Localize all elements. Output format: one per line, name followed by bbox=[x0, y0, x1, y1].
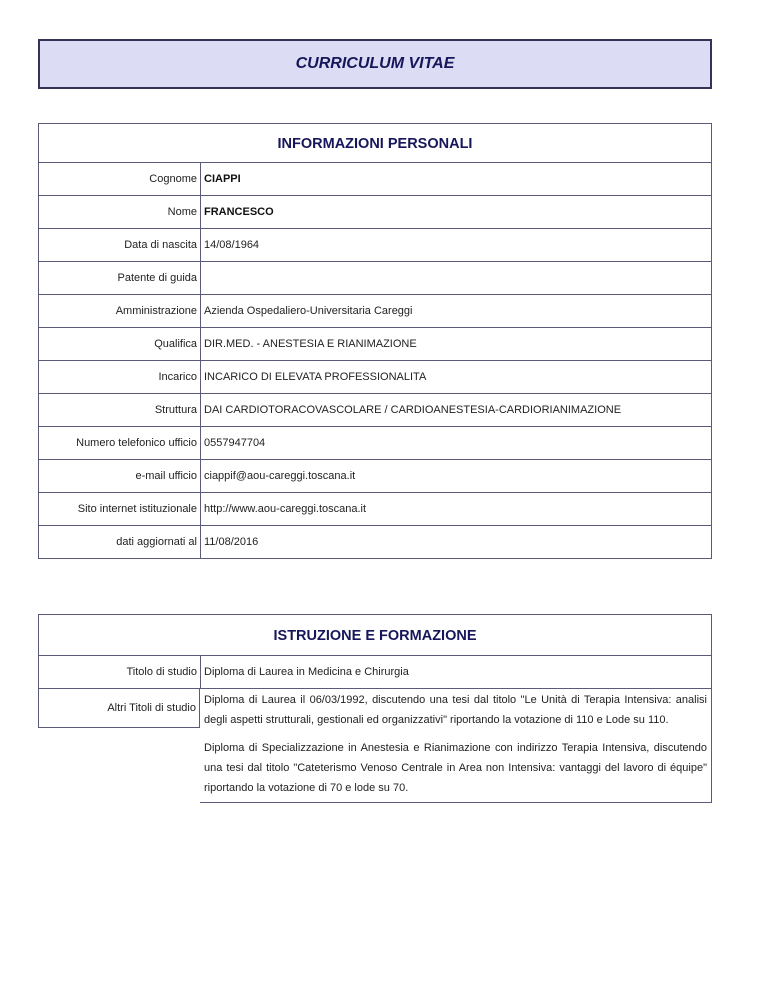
info-value: DIR.MED. - ANESTESIA E RIANIMAZIONE bbox=[204, 338, 417, 350]
info-row bbox=[38, 328, 712, 361]
info-row bbox=[38, 460, 712, 493]
info-value: 11/08/2016 bbox=[204, 536, 259, 548]
education-heading: ISTRUZIONE E FORMAZIONE bbox=[38, 614, 712, 656]
titolo-row bbox=[38, 656, 712, 689]
info-value: INCARICO DI ELEVATA PROFESSIONALITA bbox=[204, 371, 427, 383]
info-label: Struttura bbox=[39, 394, 201, 426]
titolo-label: Titolo di studio bbox=[39, 656, 201, 688]
info-value: 0557947704 bbox=[204, 437, 266, 449]
info-label: Numero telefonico ufficio bbox=[39, 427, 201, 459]
page-title-box bbox=[38, 39, 712, 89]
info-value: CIAPPI bbox=[204, 173, 241, 185]
info-label: dati aggiornati al bbox=[39, 526, 201, 558]
info-label: Amministrazione bbox=[39, 295, 201, 327]
info-label: e-mail ufficio bbox=[39, 460, 201, 492]
info-row bbox=[38, 262, 712, 295]
info-value bbox=[201, 262, 711, 294]
info-row bbox=[38, 196, 712, 229]
info-row bbox=[38, 229, 712, 262]
titolo-value: Diploma di Laurea in Medicina e Chirurgia bbox=[204, 666, 409, 678]
altri-titolo-1: Diploma di Laurea il 06/03/1992, discutendo una tesi dal titolo "Le Unità di Terapia Intensiva: analisi degli aspetti strutturali, gestionali ed organizzativi" riportando la votazione di 110 e Lode su 110. bbox=[204, 694, 707, 726]
info-value: 14/08/1964 bbox=[204, 239, 260, 251]
info-row bbox=[38, 493, 712, 526]
altri-titolo-2: Diploma di Specializzazione in Anestesia e Rianimazione con indirizzo Terapia Intensiva, discutendo una tesi dal titolo "Cateterismo Venoso Centrale in Area non Intensiva: vantaggi del lavoro di équipe" riportando la votazione di 70 e lode su 70. bbox=[204, 742, 707, 794]
info-value: DAI CARDIOTORACOVASCOLARE / CARDIOANESTESIA-CARDIORIANIMAZIONE bbox=[204, 404, 622, 416]
info-label: Cognome bbox=[39, 163, 201, 195]
personal-info-heading: INFORMAZIONI PERSONALI bbox=[38, 123, 712, 163]
info-value: Azienda Ospedaliero-Universitaria Careggi bbox=[204, 305, 413, 317]
info-row bbox=[38, 394, 712, 427]
info-row bbox=[38, 526, 712, 559]
page-title: CURRICULUM VITAE bbox=[295, 55, 455, 72]
info-label: Qualifica bbox=[39, 328, 201, 360]
altri-values bbox=[200, 689, 712, 803]
info-value: http://www.aou-careggi.toscana.it bbox=[204, 503, 367, 515]
info-row bbox=[38, 295, 712, 328]
info-label: Nome bbox=[39, 196, 201, 228]
info-value: ciappif@aou-careggi.toscana.it bbox=[204, 470, 356, 482]
info-label: Incarico bbox=[39, 361, 201, 393]
info-value: FRANCESCO bbox=[204, 206, 274, 218]
info-label: Sito internet istituzionale bbox=[39, 493, 201, 525]
info-row bbox=[38, 427, 712, 460]
personal-info-rows bbox=[38, 163, 712, 559]
altri-row bbox=[38, 689, 712, 803]
education-section bbox=[38, 614, 712, 803]
info-row bbox=[38, 163, 712, 196]
info-row bbox=[38, 361, 712, 394]
personal-info-section bbox=[38, 123, 712, 559]
altri-label: Altri Titoli di studio bbox=[38, 689, 200, 728]
info-label: Data di nascita bbox=[39, 229, 201, 261]
info-label: Patente di guida bbox=[39, 262, 201, 294]
